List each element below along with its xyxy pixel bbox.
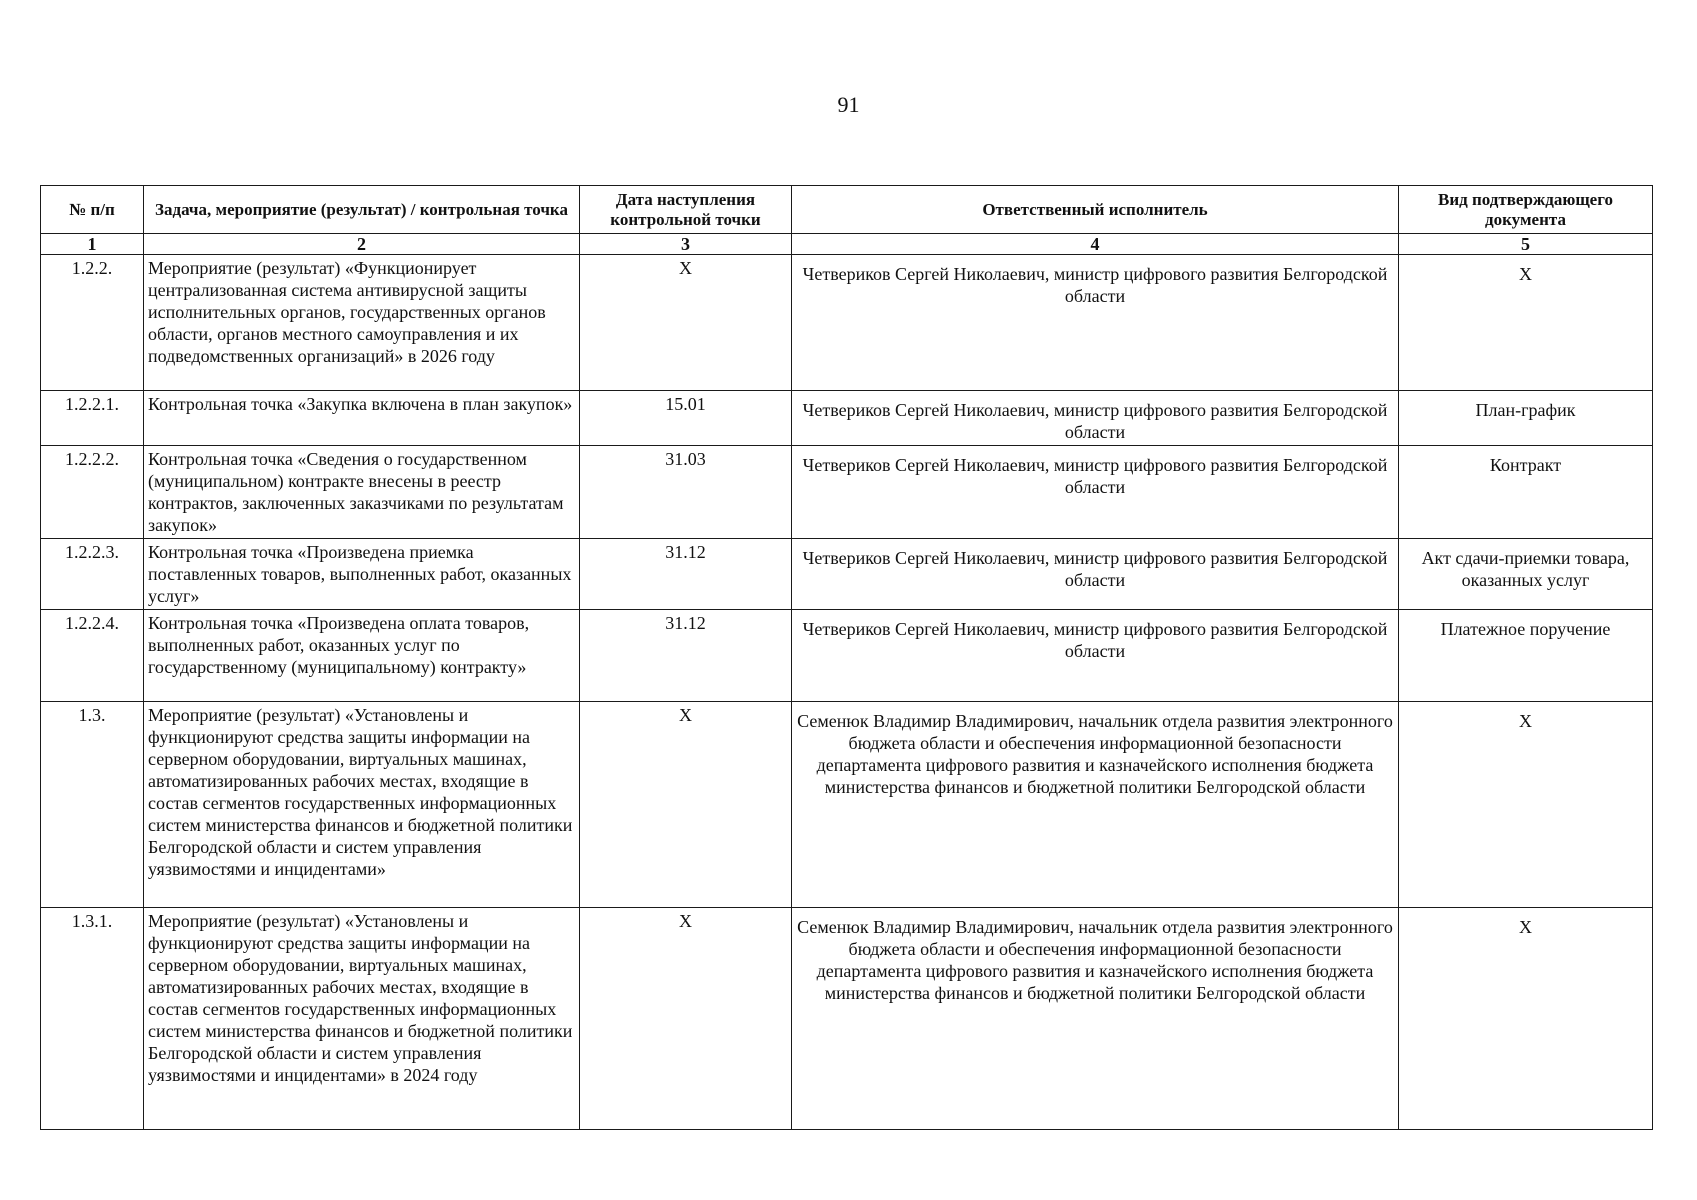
column-number: 4 — [792, 234, 1399, 255]
row-responsible: Четвериков Сергей Николаевич, министр цифрового развития Белгородской области — [792, 255, 1399, 391]
row-document: X — [1399, 908, 1653, 1130]
row-date: X — [580, 908, 792, 1130]
table-row — [41, 446, 1653, 539]
row-document: План-график — [1399, 391, 1653, 446]
row-number: 1.2.2.4. — [41, 610, 144, 702]
header-responsible: Ответственный исполнитель — [792, 186, 1399, 234]
row-responsible: Четвериков Сергей Николаевич, министр цифрового развития Белгородской области — [792, 539, 1399, 610]
table-row — [41, 908, 1653, 1130]
row-number: 1.2.2. — [41, 255, 144, 391]
row-task: Мероприятие (результат) «Функционирует централизованная система антивирусной защиты исполнительных органов, государственных органов области, органов местного самоуправления и их подведомственных организаций» в 2026 году — [144, 255, 580, 391]
row-date: X — [580, 255, 792, 391]
row-number: 1.2.2.2. — [41, 446, 144, 539]
row-responsible: Четвериков Сергей Николаевич, министр цифрового развития Белгородской области — [792, 610, 1399, 702]
column-number: 5 — [1399, 234, 1653, 255]
row-task: Контрольная точка «Произведена приемка поставленных товаров, выполненных работ, оказанных услуг» — [144, 539, 580, 610]
row-task: Контрольная точка «Закупка включена в план закупок» — [144, 391, 580, 446]
row-date: 15.01 — [580, 391, 792, 446]
row-date: 31.12 — [580, 539, 792, 610]
row-responsible: Четвериков Сергей Николаевич, министр цифрового развития Белгородской области — [792, 446, 1399, 539]
row-document: X — [1399, 702, 1653, 908]
column-number: 1 — [41, 234, 144, 255]
table-row — [41, 702, 1653, 908]
row-document: Контракт — [1399, 446, 1653, 539]
row-number: 1.2.2.3. — [41, 539, 144, 610]
column-number: 2 — [144, 234, 580, 255]
row-responsible: Семенюк Владимир Владимирович, начальник отдела развития электронного бюджета области и обеспечения информационной безопасности департамента цифрового развития и казначейского исполнения бюджета министерства финансов и бюджетной политики Белгородской области — [792, 702, 1399, 908]
header-date: Дата наступления контрольной точки — [580, 186, 792, 234]
row-task: Мероприятие (результат) «Установлены и функционируют средства защиты информации на серверном оборудовании, виртуальных машинах, автоматизированных рабочих местах, входящие в состав сегментов государственных информационных систем министерства финансов и бюджетной политики Белгородской области и систем управления уязвимостями и инцидентами» в 2024 году — [144, 908, 580, 1130]
table-row — [41, 391, 1653, 446]
table-row — [41, 255, 1653, 391]
column-number: 3 — [580, 234, 792, 255]
page-number: 91 — [837, 92, 860, 117]
control-points-table — [40, 185, 1653, 1130]
row-responsible: Четвериков Сергей Николаевич, министр цифрового развития Белгородской области — [792, 391, 1399, 446]
row-date: X — [580, 702, 792, 908]
row-task: Мероприятие (результат) «Установлены и функционируют средства защиты информации на серверном оборудовании, виртуальных машинах, автоматизированных рабочих местах, входящие в состав сегментов государственных информационных систем министерства финансов и бюджетной политики Белгородской области и систем управления уязвимостями и инцидентами» — [144, 702, 580, 908]
row-date: 31.12 — [580, 610, 792, 702]
row-date: 31.03 — [580, 446, 792, 539]
column-number-row — [41, 234, 1653, 255]
header-row — [41, 186, 1653, 234]
row-number: 1.3. — [41, 702, 144, 908]
row-document: X — [1399, 255, 1653, 391]
table-row — [41, 539, 1653, 610]
row-number: 1.2.2.1. — [41, 391, 144, 446]
header-document: Вид подтверждающего документа — [1399, 186, 1653, 234]
row-task: Контрольная точка «Произведена оплата товаров, выполненных работ, оказанных услуг по государственному (муниципальному) контракту» — [144, 610, 580, 702]
row-task: Контрольная точка «Сведения о государственном (муниципальном) контракте внесены в реестр контрактов, заключенных заказчиками по результатам закупок» — [144, 446, 580, 539]
row-document: Платежное поручение — [1399, 610, 1653, 702]
header-task: Задача, мероприятие (результат) / контрольная точка — [144, 186, 580, 234]
row-document: Акт сдачи-приемки товара, оказанных услуг — [1399, 539, 1653, 610]
row-number: 1.3.1. — [41, 908, 144, 1130]
header-num: № п/п — [41, 186, 144, 234]
row-responsible: Семенюк Владимир Владимирович, начальник отдела развития электронного бюджета области и обеспечения информационной безопасности департамента цифрового развития и казначейского исполнения бюджета министерства финансов и бюджетной политики Белгородской области — [792, 908, 1399, 1130]
table-row — [41, 610, 1653, 702]
